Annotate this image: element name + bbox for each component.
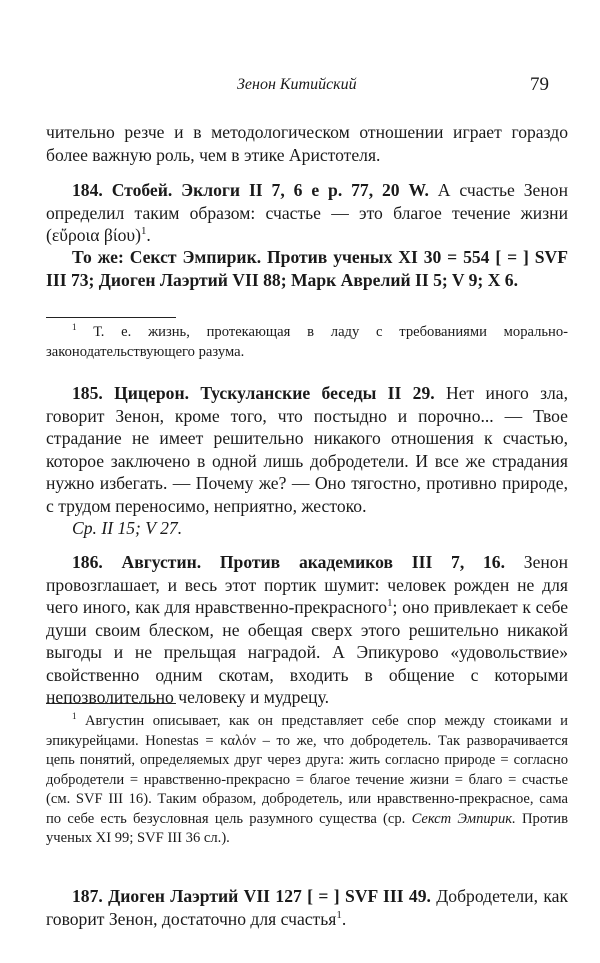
- footnote-divider: [46, 703, 176, 704]
- footnote-marker: 1: [72, 711, 77, 722]
- fragment-184-heading: 184. Стобей. Эклоги II 7, 6 е р. 77, 20 W.: [72, 180, 429, 200]
- footnote-text: Т. е. жизнь, протекающая в ладу с требованиями морально-законодательствующего разума.: [46, 324, 568, 360]
- fragment-184-parallels: [46, 246, 568, 291]
- fragment-187: 187. Диоген Лаэртий VII 127 [ = ] SVF III 49. Добродетели, как говорит Зенон, достаточно для счастья$^1$.: [46, 886, 568, 929]
- cross-reference: Ср. II 15; V 27.: [72, 518, 183, 538]
- footnote-text: Августин описывает, как он представляет себе спор между стоиками и эпикурейцами. Honestas = καλόν – то же, что добродетель. Так разворачивается цепь понятий, определяемых друг через друга: жить согласно природе = согласно добродетели = нравственно-прекрасно = благое течение жизни = благо = счастье (см. SVF III 16). Таким образом, добродетель, или нравственно-прекрасное, сама по себе есть безусловная цель разумного существа (ср.: [46, 713, 568, 827]
- footnote-italic-source: Секст Эмпирик.: [411, 810, 516, 827]
- intro-paragraph: чительно резче и в методологическом отношении играет гораздо более важную роль, чем в этике Аристотеля.: [46, 122, 568, 165]
- fragment-186-text-cont: ; оно привлекает к себе души своим блеском, не обещая сверх этого решительно никакой выгоды и не прельщая наградой. А Эпикурово «удовольствие» свойственно одним скотам, входить в общение с которыми непозволительно человеку и мудрецу.: [46, 597, 568, 707]
- fragment-187-heading: 187. Диоген Лаэртий VII 127 [ = ] SVF III 49.: [72, 886, 431, 906]
- fragment-186-heading: 186. Августин. Против академиков III 7, 16.: [72, 552, 505, 572]
- fragment-185-heading: 185. Цицерон. Тускуланские беседы II 29.: [72, 383, 435, 403]
- fragment-184-text: А счастье Зенон определил таким образом: счастье — это благое течение жизни (εὔροια βίου): [46, 180, 568, 245]
- footnote-186: [46, 712, 568, 849]
- fragment-186-text: Зенон провозглашает, и весь этот портик шумит: человек рожден не для чего иного, как для нравственно-прекрасного: [46, 552, 569, 617]
- parallel-sources: То же: Секст Эмпирик. Против ученых XI 30 = 554 [ = ] SVF III 73; Диоген Лаэртий VII 88; Марк Аврелий II 5; V 9; X 6.: [46, 247, 568, 290]
- footnote-ref: 1: [387, 597, 393, 610]
- footnote-ref: 1: [140, 225, 147, 238]
- page-number: 79: [530, 74, 549, 95]
- fragment-186: [46, 551, 568, 709]
- footnote-ref: 1: [336, 908, 342, 921]
- fragment-184: 184. Стобей. Эклоги II 7, 6 е р. 77, 20 W. А счастье Зенон определил таким образом: счастье — это благое течение жизни (εὔροια βίου)$^1$.: [46, 180, 568, 245]
- footnote-184: [46, 323, 568, 362]
- fragment-185-crossref: [46, 517, 568, 540]
- footnote-divider: [46, 317, 176, 318]
- footnote-text-cont: Против ученых XI 99; SVF III 36 сл.).: [46, 810, 569, 846]
- running-title: Зенон Китийский: [237, 76, 357, 93]
- fragment-185-text: Нет иного зла, говорит Зенон, кроме того, что постыдно и порочно... — Твое страдание не имеет решительно никакого отношения к счастью, которое заключено в одной лишь добродетели. И все же страдания нужно избегать. — Почему же? — Оно тягостно, противно природе, с трудом переносимо, неприятно, жестоко.: [46, 383, 569, 516]
- footnote-marker: 1: [72, 322, 77, 333]
- fragment-187-text: Добродетели, как говорит Зенон, достаточно для счастья: [46, 886, 568, 929]
- fragment-185: [46, 382, 568, 517]
